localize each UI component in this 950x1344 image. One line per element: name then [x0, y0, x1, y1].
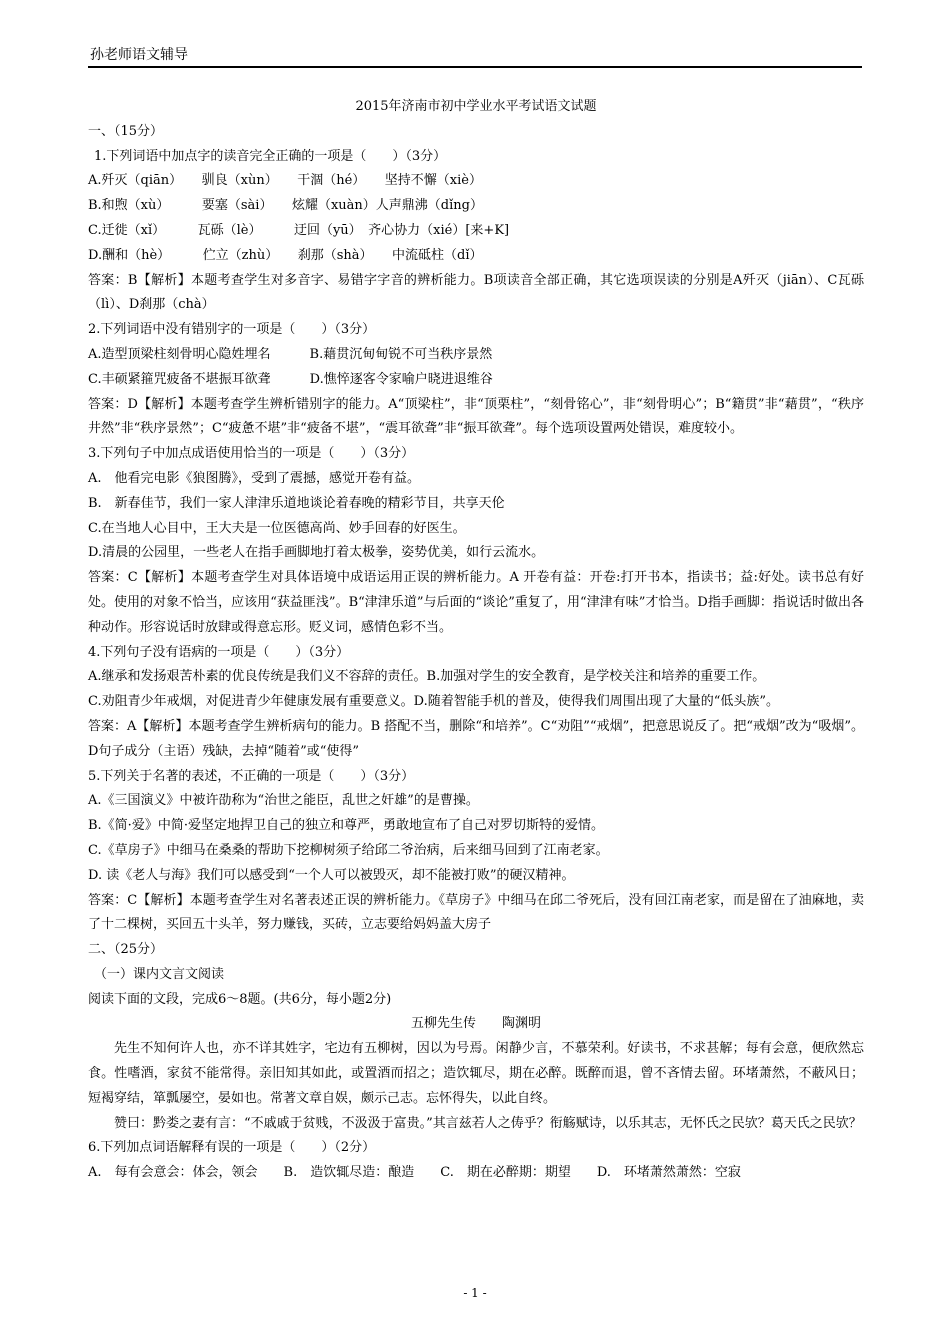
text-line: C.劝阻青少年戒烟，对促进青少年健康发展有重要意义。D.随着智能手机的普及，使得我们周围出现了大量的“低头族”。 — [88, 694, 780, 710]
text-line: A.造型顶梁柱刻骨明心隐姓埋名 B.藉贯沉甸甸锐不可当秩序景然 — [88, 346, 493, 362]
text-line: D.清晨的公园里，一些老人在指手画脚地打着太极拳，姿势优美，如行云流水。 — [88, 545, 545, 561]
page-number: - 1 - — [463, 1286, 487, 1300]
text-line: 1.下列词语中加点字的读音完全正确的一项是（ ）（3分） — [94, 148, 447, 164]
text-line: 4.下列句子没有语病的一项是（ ）（3分） — [88, 644, 350, 660]
text-line: A.歼灭（qiān） 驯良（xùn） 干涸（hé） 坚持不懈（xiè） — [88, 173, 482, 189]
text-line: 5.下列关于名著的表述，不正确的一项是（ ）（3分） — [88, 768, 415, 784]
text-line: （一）课内文言文阅读 — [94, 966, 225, 982]
page-header — [88, 46, 862, 68]
text-line: B. 新春佳节，我们一家人津津乐道地谈论着春晚的精彩节目，共享天伦 — [88, 495, 505, 511]
text-line: 答案：C【解析】本题考查学生对具体语境中成语运用正误的辨析能力。A 开卷有益：开卷:打开书本，指读书；益:好处。读书总有好处。使用的对象不恰当，应该用“获益匪浅”。B“津津乐道”与后面的“谈论”重复了，用“津津有味”才恰当。D指手画脚：指说话时做出各种动作。形容说话时放肆或得意忘形。贬义词，感情色彩不当。 — [88, 570, 864, 635]
text-line: 2.下列词语中没有错别字的一项是（ ）（3分） — [88, 322, 376, 338]
text-line: 先生不知何许人也，亦不详其姓字，宅边有五柳树，因以为号焉。闲静少言，不慕荣利。好读书，不求甚解；每有会意，便欣然忘食。性嗜酒，家贫不能常得。亲旧知其如此，或置酒而招之；造饮辄尽，期在必醉。既醉而退，曾不吝情去留。环堵萧然，不蔽风日；短褐穿结，箪瓢屡空，晏如也。常著文章自娱，颇示己志。忘怀得失，以此自终。 — [88, 1041, 864, 1106]
text-line: B.《简·爱》中简·爱坚定地捍卫自己的独立和尊严，勇敢地宣布了自己对罗切斯特的爱情。 — [88, 818, 604, 834]
text-line: D.酬和（hè） 伫立（zhù） 刹那（shà） 中流砥柱（dǐ） — [88, 247, 483, 263]
document-title: 2015年济南市初中学业水平考试语文试题 — [355, 99, 597, 114]
document-body — [88, 95, 864, 1186]
text-line: A. 每有会意会：体会，领会 B. 造饮辄尽造：酿造 C. 期在必醉期：期望 D. 环堵萧然萧然：空寂 — [88, 1165, 741, 1181]
text-line: A.《三国演义》中被许劭称为“治世之能臣，乱世之奸雄”的是曹操。 — [88, 793, 479, 809]
text-line: 答案：B【解析】本题考查学生对多音字、易错字字音的辨析能力。B项读音全部正确，其它选项误读的分别是A歼灭（jiān）、C瓦砾（lì）、D刹那（chà） — [88, 272, 864, 313]
text-line: 答案：C【解析】本题考查学生对名著表述正误的辨析能力。《草房子》中细马在邱二爷死后，没有回江南老家，而是留在了油麻地，卖了十二棵树，买回五十头羊，努力赚钱，买砖，立志要给妈妈盖大房子 — [88, 892, 864, 933]
text-line: D. 读《老人与海》我们可以感受到“一个人可以被毁灭，却不能被打败”的硬汉精神。 — [88, 867, 575, 883]
text-line: 3.下列句子中加点成语使用恰当的一项是（ ）（3分） — [88, 446, 415, 462]
text-line: 答案：A【解析】本题考查学生辨析病句的能力。B 搭配不当，删除“和培养”。C“劝阻”“戒烟”，把意思说反了。把“戒烟”改为“吸烟”。D句子成分（主语）残缺，去掉“随着”或“使得” — [88, 718, 864, 759]
document-lines — [88, 120, 864, 1186]
text-line: A.继承和发扬艰苦朴素的优良传统是我们义不容辞的责任。B.加强对学生的安全教育，是学校关注和培养的重要工作。 — [88, 669, 766, 685]
text-line: 赞曰：黔娄之妻有言：“不戚戚于贫贱，不汲汲于富贵。”其言兹若人之俦乎？衔觞赋诗，以乐其志，无怀氏之民欤？葛天氏之民欤？ — [114, 1115, 862, 1131]
text-line: B.和煦（xù） 要塞（sài） 炫耀（xuàn）人声鼎沸（dǐng） — [88, 198, 483, 214]
text-line: C.《草房子》中细马在桑桑的帮助下挖柳树须子给邱二爷治病，后来细马回到了江南老家。 — [88, 842, 609, 858]
text-line: C.丰硕紧箍咒疲备不堪振耳欲聋 D.憔悴逐客令家喻户晓进退维谷 — [88, 371, 493, 387]
text-line: C.迁徙（xǐ） 瓦砾（lè） 迂回（yū） 齐心协力（xié）[来+K] — [88, 222, 510, 238]
header-text: 孙老师语文辅导 — [90, 47, 188, 63]
text-line: 五柳先生传 陶渊明 — [410, 1016, 541, 1032]
text-line: 6.下列加点词语解释有误的一项是（ ）（2分） — [88, 1140, 376, 1156]
text-line: 二、（25分） — [88, 942, 164, 958]
text-line: 阅读下面的文段，完成6～8题。(共6分，每小题2分) — [88, 991, 392, 1007]
text-line: 答案：D【解析】本题考查学生辨析错别字的能力。A“顶梁柱”，非“顶栗柱”，“刻骨铭心”，非“刻骨明心”；B“籍贯”非“藉贯”，“秩序井然”非“秩序景然”；C“疲惫不堪”非“疲备不堪”，“震耳欲聋”非“振耳欲聋”。每个选项设置两处错误，难度较小。 — [88, 396, 864, 437]
text-line: A. 他看完电影《狼图腾》，受到了震撼，感觉开卷有益。 — [88, 470, 421, 486]
text-line: 一、（15分） — [88, 123, 164, 139]
text-line: C.在当地人心目中，王大夫是一位医德高尚、妙手回春的好医生。 — [88, 520, 466, 536]
